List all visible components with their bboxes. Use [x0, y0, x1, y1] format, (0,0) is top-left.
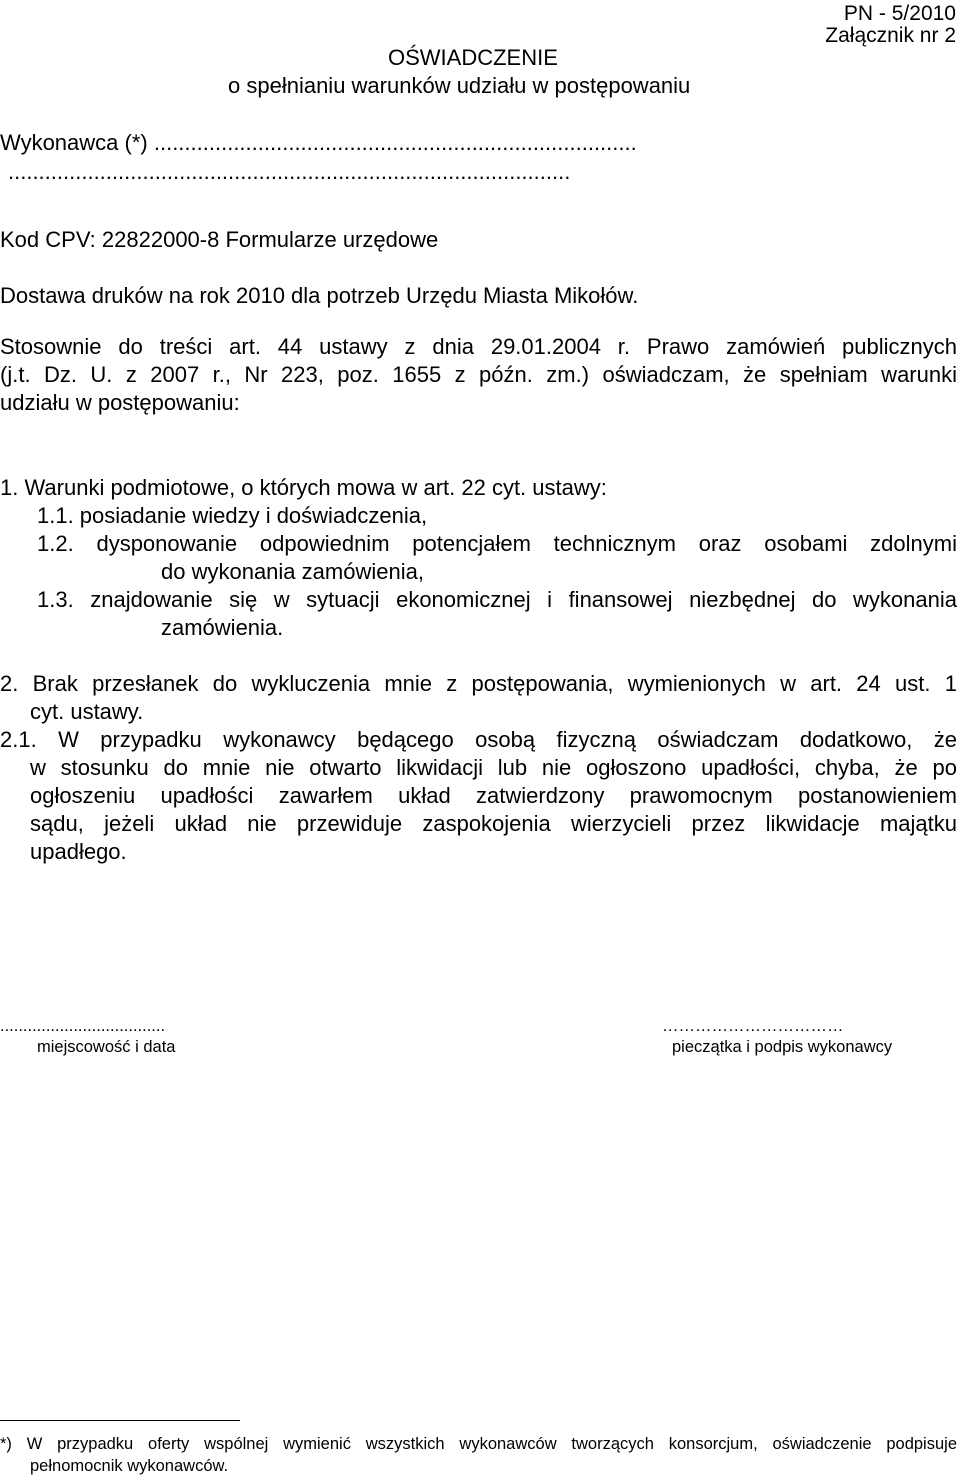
place-date-label: miejscowość i data	[37, 1038, 176, 1056]
footnote-text-cont: pełnomocnik wykonawców.	[30, 1457, 229, 1475]
section-1-item-3-cont: zamówienia.	[161, 615, 284, 640]
place-date-dots: ....................................	[0, 1017, 166, 1035]
section-1-item-2-cont: do wykonania zamówienia,	[161, 559, 424, 584]
footnote-text: *) W przypadku oferty wspólnej wymienić wszystkich wykonawców tworzących konsorcjum, oświadczenie podpisuje	[0, 1435, 957, 1453]
document-reference: PN - 5/2010	[843, 2, 956, 25]
document-title: OŚWIADCZENIE	[388, 45, 558, 70]
section-2-item-1: 2.1. W przypadku wykonawcy będącego osobą fizyczną oświadczam dodatkowo, że	[0, 727, 957, 752]
document-subtitle: o spełnianiu warunków udziału w postępowaniu	[228, 73, 691, 98]
section-2-item-1-cont: sądu, jeżeli układ nie przewiduje zaspokojenia wierzycieli przez likwidacje majątku	[30, 811, 957, 836]
section-1-heading: 1. Warunki podmiotowe, o których mowa w art. 22 cyt. ustawy:	[0, 475, 607, 500]
contractor-fill-dots: ...............................................................................	[153, 130, 637, 155]
intro-line: (j.t. Dz. U. z 2007 r., Nr 223, poz. 1655 z późn. zm.) oświadczam, że spełniam warunki	[0, 362, 957, 387]
section-1-item-2: 1.2. dysponowanie odpowiednim potencjałem technicznym oraz osobami zdolnymi	[37, 531, 957, 556]
order-subject: Dostawa druków na rok 2010 dla potrzeb Urzędu Miasta Mikołów.	[0, 283, 639, 308]
section-2-heading: 2. Brak przesłanek do wykluczenia mnie z postępowania, wymienionych w art. 24 ust. 1	[0, 671, 957, 696]
contractor-label: Wykonawca (*)	[0, 130, 148, 155]
contractor-fill-dots-2: ............................................................................................	[8, 159, 571, 184]
annex-label: Załącznik nr 2	[825, 24, 956, 47]
contractor-line	[0, 129, 637, 157]
section-1-item-1: 1.1. posiadanie wiedzy i doświadczenia,	[37, 503, 428, 528]
cpv-code: Kod CPV: 22822000-8 Formularze urzędowe	[0, 227, 439, 252]
intro-line: Stosownie do treści art. 44 ustawy z dnia 29.01.2004 r. Prawo zamówień publicznych	[0, 334, 957, 359]
signature-label: pieczątka i podpis wykonawcy	[672, 1038, 893, 1056]
section-1-item-3: 1.3. znajdowanie się w sytuacji ekonomicznej i finansowej niezbędnej do wykonania	[37, 587, 957, 612]
footnote-separator	[0, 1420, 240, 1421]
section-2-item-1-cont: w stosunku do mnie nie otwarto likwidacji lub nie ogłoszono upadłości, chyba, że po	[30, 755, 957, 780]
intro-line: udziału w postępowaniu:	[0, 390, 240, 415]
section-2-heading-cont: cyt. ustawy.	[30, 699, 144, 724]
signature-dots: ……………………………	[662, 1017, 844, 1035]
section-2-item-1-cont: upadłego.	[30, 839, 127, 864]
section-2-item-1-cont: ogłoszeniu upadłości zawarłem układ zatwierdzony prawomocnym postanowieniem	[30, 783, 957, 808]
